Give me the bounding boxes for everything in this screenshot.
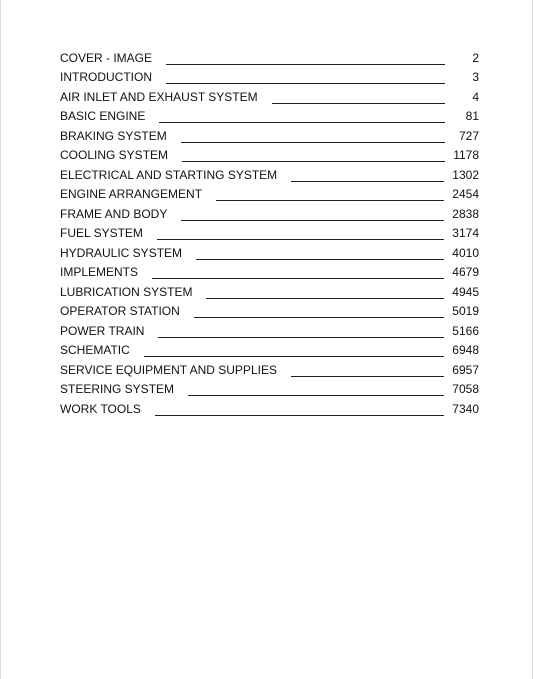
- toc-entry-page: 1178: [453, 148, 479, 162]
- toc-leader-line: [291, 180, 444, 182]
- toc-entry-operator-station[interactable]: [60, 299, 479, 319]
- toc-entry-page: 5166: [452, 323, 479, 338]
- toc-entry-title: IMPLEMENTS: [60, 265, 139, 279]
- toc-entry-cover-image[interactable]: [60, 45, 479, 65]
- toc-entry-page: 5019: [452, 304, 479, 318]
- toc-leader-line: [166, 63, 445, 65]
- toc-leader-line: [181, 219, 444, 221]
- toc-entry-title: FUEL SYSTEM: [60, 226, 143, 240]
- toc-entry-work-tools[interactable]: [60, 396, 479, 416]
- toc-entry-title: BASIC ENGINE: [60, 109, 146, 123]
- toc-entry-title: BRAKING SYSTEM: [60, 128, 167, 143]
- table-of-contents: [60, 45, 479, 416]
- toc-entry-title: ENGINE ARRANGEMENT: [60, 187, 203, 201]
- toc-entry-title: ELECTRICAL AND STARTING SYSTEM: [60, 167, 278, 182]
- toc-entry-title: AIR INLET AND EXHAUST SYSTEM: [60, 89, 258, 104]
- toc-entry-title: INTRODUCTION: [60, 70, 152, 84]
- toc-leader-line: [144, 355, 445, 357]
- toc-entry-title: FRAME AND BODY: [60, 206, 168, 221]
- toc-leader-line: [194, 316, 445, 318]
- toc-entry-page: 6957: [452, 362, 479, 377]
- toc-entry-air-inlet-and-exhaust-system[interactable]: [60, 84, 479, 104]
- toc-leader-line: [157, 238, 444, 240]
- toc-entry-title: POWER TRAIN: [60, 323, 145, 338]
- toc-entry-title: LUBRICATION SYSTEM: [60, 284, 193, 299]
- toc-entry-page: 7058: [452, 382, 479, 396]
- toc-entry-lubrication-system[interactable]: [60, 279, 479, 299]
- toc-entry-title: COVER - IMAGE: [60, 50, 153, 65]
- toc-entry-page: 2454: [452, 187, 479, 201]
- toc-entry-implements[interactable]: [60, 260, 479, 280]
- toc-leader-line: [216, 199, 444, 201]
- toc-leader-line: [152, 277, 444, 279]
- toc-entry-service-equipment-and-supplies[interactable]: [60, 357, 479, 377]
- toc-entry-page: 1302: [452, 167, 479, 182]
- toc-entry-electrical-and-starting-system[interactable]: [60, 162, 479, 182]
- toc-entry-braking-system[interactable]: [60, 123, 479, 143]
- toc-entry-basic-engine[interactable]: [60, 104, 479, 124]
- toc-entry-page: 727: [458, 128, 479, 143]
- toc-entry-title: STEERING SYSTEM: [60, 382, 175, 396]
- toc-entry-title: SERVICE EQUIPMENT AND SUPPLIES: [60, 362, 277, 377]
- toc-entry-title: SCHEMATIC: [60, 343, 130, 357]
- toc-entry-schematic[interactable]: [60, 338, 479, 358]
- toc-entry-page: 4: [472, 89, 479, 104]
- toc-leader-line: [181, 141, 445, 143]
- toc-leader-line: [272, 102, 445, 104]
- toc-entry-frame-and-body[interactable]: [60, 201, 479, 221]
- toc-entry-cooling-system[interactable]: [60, 143, 479, 163]
- toc-entry-power-train[interactable]: [60, 318, 479, 338]
- toc-entry-title: COOLING SYSTEM: [60, 148, 169, 162]
- toc-leader-line: [182, 160, 445, 162]
- toc-entry-page: 3174: [452, 226, 479, 240]
- toc-entry-fuel-system[interactable]: [60, 221, 479, 241]
- toc-entry-title: WORK TOOLS: [60, 401, 141, 416]
- toc-entry-page: 81: [465, 109, 479, 123]
- toc-entry-page: 4679: [452, 265, 479, 279]
- toc-entry-engine-arrangement[interactable]: [60, 182, 479, 202]
- toc-entry-title: HYDRAULIC SYSTEM: [60, 245, 183, 260]
- toc-entry-introduction[interactable]: [60, 65, 479, 85]
- toc-entry-hydraulic-system[interactable]: [60, 240, 479, 260]
- toc-leader-line: [155, 414, 444, 416]
- toc-leader-line: [206, 297, 444, 299]
- toc-leader-line: [159, 121, 445, 123]
- toc-leader-line: [196, 258, 444, 260]
- toc-entry-page: 6948: [452, 343, 479, 357]
- toc-leader-line: [158, 336, 444, 338]
- toc-leader-line: [166, 82, 445, 84]
- toc-leader-line: [291, 375, 444, 377]
- toc-entry-steering-system[interactable]: [60, 377, 479, 397]
- toc-entry-page: 2: [472, 50, 479, 65]
- toc-entry-page: 3: [472, 70, 479, 84]
- toc-entry-title: OPERATOR STATION: [60, 304, 180, 318]
- toc-entry-page: 4010: [452, 245, 479, 260]
- toc-entry-page: 2838: [452, 206, 479, 221]
- toc-entry-page: 4945: [452, 284, 479, 299]
- toc-leader-line: [188, 394, 444, 396]
- toc-entry-page: 7340: [452, 401, 479, 416]
